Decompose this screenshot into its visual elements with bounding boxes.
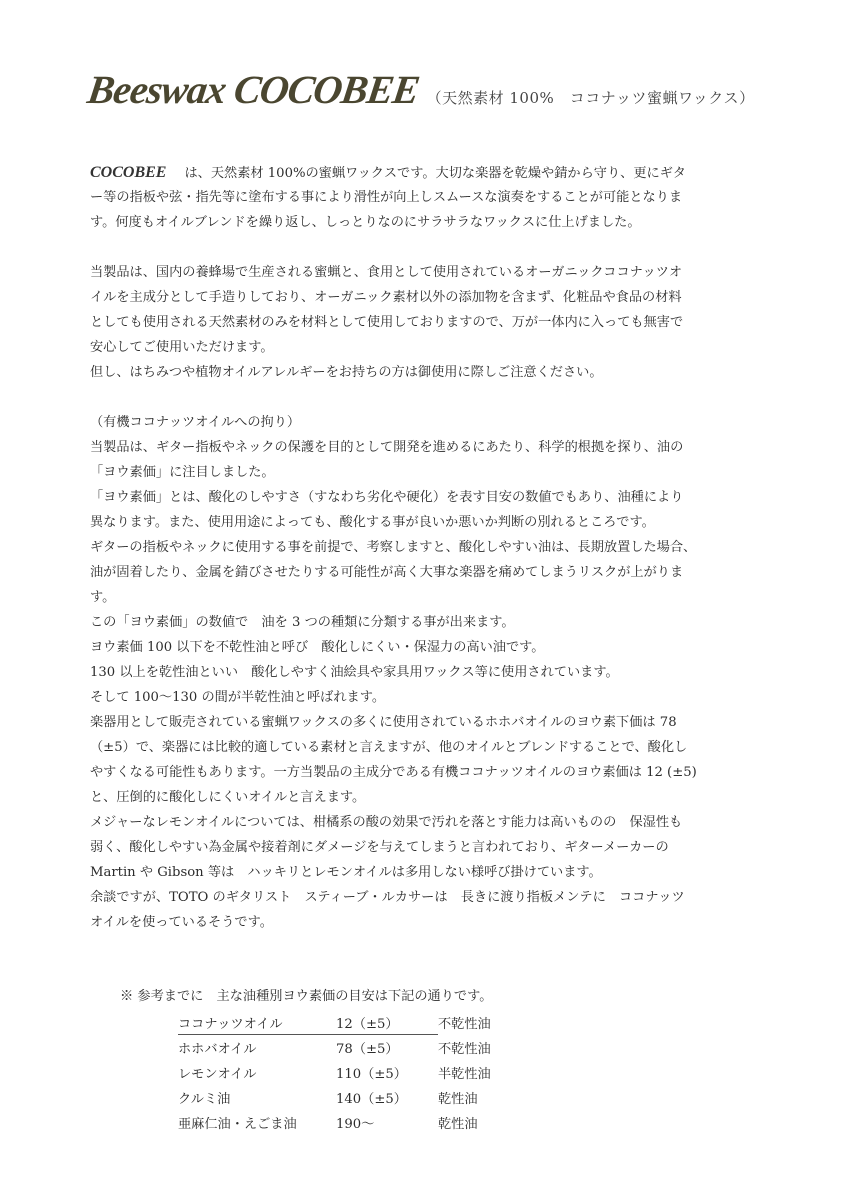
oil-type: 不乾性油: [438, 1017, 491, 1032]
intro-line: す。何度もオイルブレンドを繰り返し、しっとりなのにサラサラなワックスに仕上げました。: [90, 215, 641, 230]
paragraph-line: としても使用される天然素材のみを材料として使用しておりますので、万が一体内に入っても無害で: [90, 315, 684, 330]
paragraph-line: 油が固着したり、金属を錆びさせたりする可能性が高く大事な楽器を痛めてしまうリスクが上がりま: [90, 565, 684, 580]
oil-name: ココナッツオイル: [178, 1012, 336, 1035]
intro-line: COCOBEE は、天然素材 100%の蜜蝋ワックスです。大切な楽器を乾燥や錆から守り、更にギタ: [90, 164, 686, 181]
iodine-value: 12（±5）: [336, 1012, 438, 1035]
paragraph-line: やすくなる可能性もあります。一方当製品の主成分である有機ココナッツオイルのヨウ素価は 12 (±5): [90, 765, 697, 780]
paragraph-line: と、圧倒的に酸化しにくいオイルと言えます。: [90, 790, 366, 805]
paragraph-line: ギターの指板やネックに使用する事を前提で、考察しますと、酸化しやすい油は、長期放置した場合、: [90, 540, 697, 555]
table-row: [178, 1062, 518, 1087]
paragraph-line: Martin や Gibson 等は ハッキリとレモンオイルは多用しない様呼び掛けています。: [90, 865, 602, 880]
oil-type: 乾性油: [438, 1092, 478, 1107]
paragraph-line: 130 以上を乾性油といい 酸化しやすく油絵具や家具用ワックス等に使用されています。: [90, 665, 619, 680]
document-title: [84, 66, 755, 113]
paragraph-line: ヨウ素価 100 以下を不乾性油と呼び 酸化しにくい・保湿力の高い油です。: [90, 640, 545, 655]
oil-type: 不乾性油: [438, 1042, 491, 1057]
intro-line: ー等の指板や弦・指先等に塗布する事により滑性が向上しスムースな演奏をすることが可能となりま: [90, 190, 683, 205]
paragraph-line: 安心してご使用いただけます。: [90, 340, 274, 355]
oil-name: クルミ油: [178, 1092, 231, 1107]
paragraph-line: オイルを使っているそうです。: [90, 915, 273, 930]
reference-note: ※ 参考までに 主な油種別ヨウ素価の目安は下記の通りです。: [120, 989, 493, 1004]
paragraph-line: 「ヨウ素価」とは、酸化のしやすさ（すなわち劣化や硬化）を表す目安の数値でもあり、油種により: [90, 490, 684, 505]
paragraph-line: 弱く、酸化しやすい為金属や接着剤にダメージを与えてしまうと言われており、ギターメーカーの: [90, 840, 669, 855]
table-row: [178, 1087, 518, 1112]
iodine-value: 78（±5）: [336, 1042, 399, 1057]
paragraph-line: この「ヨウ素価」の数値で 油を 3 つの種類に分類する事が出来ます。: [90, 615, 515, 630]
table-row: [178, 1037, 518, 1062]
allergy-warning: 但し、はちみつや植物オイルアレルギーをお持ちの方は御使用に際しご注意ください。: [90, 365, 603, 380]
paragraph-line: 当製品は、国内の養蜂場で生産される蜜蝋と、食用として使用されているオーガニックココナッツオ: [90, 265, 683, 280]
paragraph-line: 当製品は、ギター指板やネックの保護を目的として開発を進めるにあたり、科学的根拠を探り、油の: [90, 440, 684, 455]
document-body: [90, 160, 770, 935]
iodine-value: 110（±5）: [336, 1067, 407, 1082]
paragraph-line: す。: [90, 590, 116, 605]
iodine-value: 190～: [336, 1117, 375, 1132]
table-row: [178, 1012, 518, 1037]
iodine-value-table: [178, 1012, 518, 1137]
paragraph-line: 楽器用として販売されている蜜蝋ワックスの多くに使用されているホホバオイルのヨウ素下価は 78: [90, 715, 677, 730]
paragraph-line: 「ヨウ素価」に注目しました。: [90, 465, 275, 480]
table-row: [178, 1112, 518, 1137]
paragraph-line: そして 100～130 の間が半乾性油と呼ばれます。: [90, 690, 386, 705]
paragraph-line: 異なります。また、使用用途によっても、酸化する事が良いか悪いか判断の別れるところです。: [90, 515, 655, 530]
oil-name: レモンオイル: [178, 1067, 257, 1082]
title-subtitle: （天然素材 100% ココナッツ蜜蝋ワックス）: [426, 89, 755, 107]
paragraph-line: 余談ですが、TOTO のギタリスト スティーブ・ルカサーは 長きに渡り指板メンテに ココナッツ: [90, 890, 685, 905]
oil-type: 乾性油: [438, 1117, 478, 1132]
oil-name: ホホバオイル: [178, 1042, 257, 1057]
paragraph-line: メジャーなレモンオイルについては、柑橘系の酸の効果で汚れを落とす能力は高いものの 保湿性も: [90, 815, 683, 830]
intro-brand: COCOBEE: [90, 164, 167, 181]
oil-type: 半乾性油: [438, 1067, 491, 1082]
oil-name: 亜麻仁油・えごま油: [178, 1117, 297, 1132]
section-heading: （有機ココナッツオイルへの拘り）: [90, 415, 301, 430]
paragraph-line: イルを主成分として手造りしており、オーガニック素材以外の添加物を含まず、化粧品や食品の材料: [90, 290, 682, 305]
iodine-value: 140（±5）: [336, 1092, 407, 1107]
paragraph-line: （±5）で、楽器には比較的適している素材と言えますが、他のオイルとブレンドすることで、酸化し: [90, 740, 688, 755]
title-brand: Beeswax COCOBEE: [84, 67, 422, 112]
